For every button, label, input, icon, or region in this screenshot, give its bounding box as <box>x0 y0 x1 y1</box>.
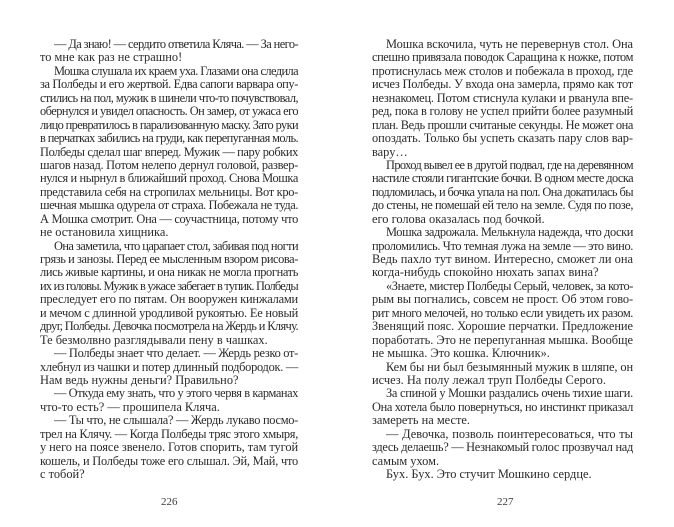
text-line: не остановила хищника. <box>40 225 169 240</box>
text-line: хлебнул из чашки и потер длинный подбородок. — <box>40 359 298 374</box>
page-text <box>40 38 298 481</box>
text-line: не мышка. Это кошка. Ключник». <box>372 346 550 361</box>
text-line: А Мошка смотрит. Она — соучастница, потому что <box>40 211 298 226</box>
text-line: у него на поясе звенело. Готов спорить, там тугой <box>40 440 298 455</box>
text-line: до стены, не помешай ей тело на земле. Судя по позе, <box>372 198 633 213</box>
text-line: то мне как раз не страшно! <box>40 50 183 65</box>
text-line: в перчатках забились на груди, как перепуганная моль. <box>40 131 298 146</box>
text-line: исчез. На полу лежал труп Полбеды Серого. <box>372 372 606 387</box>
text-line: Бух. Бух. Это стучит Мошкино сердце. <box>386 467 592 481</box>
text-line: нулся и нырнул в ближайший проход. Снова Мошка <box>40 171 298 186</box>
text-line: Нам ведь нужны деньги? Правильно? <box>40 372 239 387</box>
text-line: Мошка задрожала. Мелькнула надежда, что доски <box>386 225 633 240</box>
text-line: друг, Полбеды. Девочка посмотрела на Жердь и Клячу. <box>40 319 298 334</box>
text-line: их из головы. Мужик в ужасе забегает в тупик. Полбеды <box>40 278 298 293</box>
text-line: кошель, и Полбеды тоже его слышал. Эй, Май, что <box>40 453 298 468</box>
page-number: 227 <box>497 496 514 508</box>
text-line: его голова оказалась под бочкой. <box>372 211 545 226</box>
text-line: — Полбеды знает что делает. — Жердь резко от- <box>54 346 298 361</box>
text-line: лись живые картины, и она никак не могла прогнать <box>40 265 298 280</box>
text-line: шечная мышка одурела от страха. Побежала не туда. <box>40 198 298 213</box>
text-line: протиснулась меж столов и побежала в проход, где <box>372 63 633 78</box>
text-line: Она заметила, что царапает стол, забивая под ногти <box>54 238 298 253</box>
text-line: Кем бы ни был безымянный мужик в шляпе, он <box>386 359 633 374</box>
text-line: Проход вывел ее в другой подвал, где на деревянном <box>386 157 633 172</box>
text-line: Полбеды сделал шаг вперед. Мужик — пару робких <box>40 144 298 159</box>
text-line: здесь делаешь? — Незнакомый голос прозвучал над <box>372 440 633 455</box>
text-line: — Откуда ему знать, что у этого червя в карманах <box>54 386 298 401</box>
text-line: и мечом с длинной уродливой рукоятью. Ее новый <box>40 305 298 320</box>
text-line: проломились. Что темная лужа на земле — это вино. <box>372 238 633 253</box>
text-line: незнакомец. Потом стиснула кулаки и рванула впе- <box>372 90 633 105</box>
text-line: рит много мелочей, но только если увидеть их разом. <box>372 305 633 320</box>
text-line: поработать. Это не перепуганная мышка. Вообще <box>372 332 633 347</box>
page-text <box>372 38 633 481</box>
text-line: — Девочка, позволь поинтересоваться, что ты <box>386 426 633 441</box>
text-line: с тобой? <box>40 467 85 481</box>
text-line: когда-нибудь спокойно нюхать запах вина? <box>372 265 599 280</box>
text-line: настиле стояли гигантские бочки. В одном месте доска <box>372 171 633 186</box>
text-line: Те безмолвно разглядывали пену в чашках. <box>40 332 268 347</box>
text-line: исчез Полбеды. У входа она замерла, прямо как тот <box>372 77 633 92</box>
page-number: 226 <box>161 496 178 508</box>
text-line: опоздать. Только бы успеть сказать пару слов вар- <box>372 131 633 146</box>
text-line: грязь и занозы. Перед ее мысленным взором рисова- <box>40 252 298 266</box>
text-line: «Знаете, мистер Полбеды Серый, человек, за кото- <box>386 278 633 293</box>
text-line: За спиной у Мошки раздались очень тихие шаги. <box>386 386 633 401</box>
text-line: представила себя на стропилах мельницы. Вот кро- <box>40 184 298 199</box>
text-line: за Полбеды и его жертвой. Едва сапоги варвара опу- <box>40 77 298 92</box>
text-line: Звенящий пояс. Хорошие перчатки. Предложение <box>372 319 634 334</box>
text-line: ред, пока в голову не успел прийти более разумный <box>372 104 633 119</box>
text-line: стились на пол, мужик в шинели что-то почувствовал, <box>40 90 298 105</box>
text-line: подломилась, и бочка упала на пол. Она докатилась бы <box>372 184 633 199</box>
text-line: — Да знаю! — сердито ответила Кляча. — За него- <box>54 37 298 51</box>
text-line: лицо превратилось в парализованную маску. Зато руки <box>40 117 298 132</box>
text-line: шагов назад. Потом нелепо дернул головой, развер- <box>40 157 298 172</box>
text-line: вару… <box>372 144 408 159</box>
text-line: Ведь пахло тут вином. Интересно, сможет ли она <box>372 252 633 266</box>
text-line: Она хотела было повернуться, но инстинкт приказал <box>372 399 633 414</box>
text-line: рым вы погнались, совсем не прост. Об этом гово- <box>372 292 633 307</box>
text-line: Мошка вскочила, чуть не перевернув стол. Она <box>386 37 633 51</box>
text-line: спешно привязала поводок Саращина к ножке, потом <box>372 50 633 65</box>
text-line: — Ты что, не слышала? — Жердь лукаво посмо- <box>54 413 298 428</box>
text-line: замереть на месте. <box>372 413 470 428</box>
text-line: преследует его по пятам. Он вооружен кинжалами <box>40 292 298 307</box>
text-line: обернулся и увидел опасность. Он замер, от ужаса его <box>40 104 298 119</box>
text-line: что-то есть? — прошипела Кляча. <box>40 399 220 414</box>
text-line: самым ухом. <box>372 453 440 468</box>
text-line: трел на Клячу. — Когда Полбеды тряс этого хмыря, <box>40 426 298 441</box>
text-line: план. Ведь прошли считаные секунды. Не может она <box>372 117 633 132</box>
text-line: Мошка слушала их краем уха. Глазами она следила <box>54 63 298 78</box>
right-page <box>337 0 674 527</box>
